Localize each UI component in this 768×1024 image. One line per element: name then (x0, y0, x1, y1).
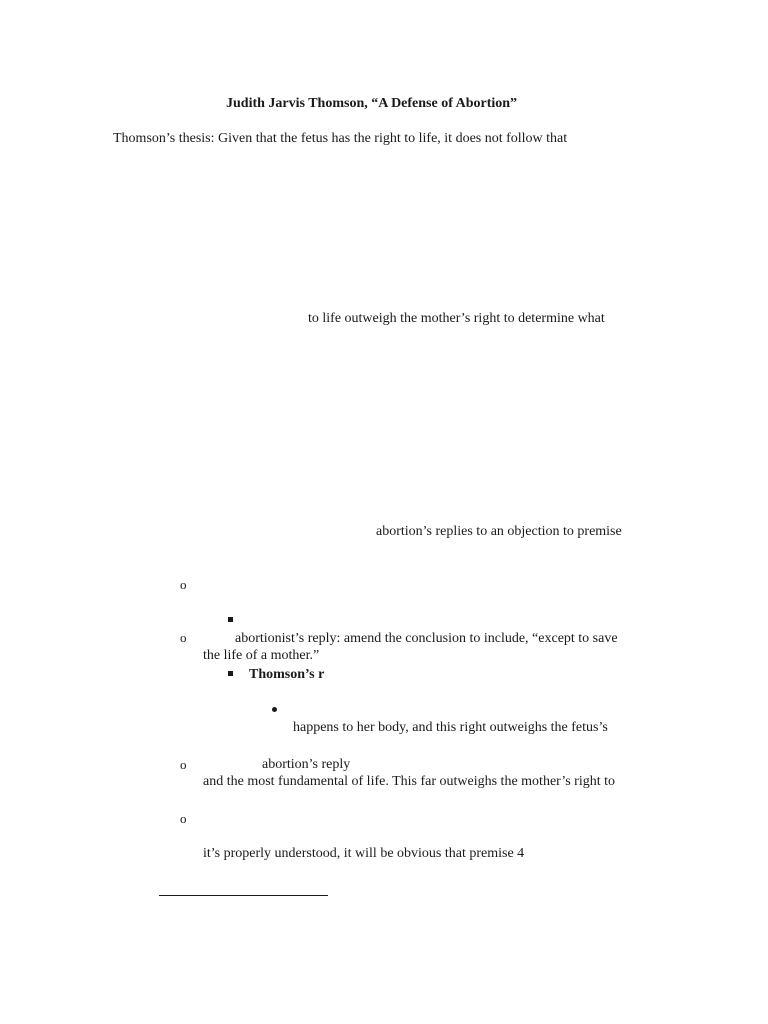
sub-heading: Thomson’s r (249, 667, 325, 682)
text-line-replies: abortion’s replies to an objection to premise (376, 524, 622, 539)
item4-line1: it’s properly understood, it will be obvious that premise 4 (203, 846, 525, 861)
sub-line: happens to her body, and this right outweighs the fetus’s (293, 720, 608, 735)
thesis-line: Thomson’s thesis: Given that the fetus has the right to life, it does not follow that (113, 131, 568, 146)
square-bullet-icon (228, 671, 233, 676)
item2-line2: the life of a mother.” (203, 648, 320, 663)
footnote-separator (159, 895, 328, 896)
list-bullet-hollow-4: o (180, 811, 187, 826)
list-bullet-hollow-2: o (180, 630, 187, 645)
dot-bullet-icon (272, 707, 277, 712)
text-line-outweigh: to life outweigh the mother’s right to determine what (308, 311, 605, 326)
item2-line1: abortionist’s reply: amend the conclusion to include, “except to save (235, 631, 618, 646)
list-bullet-hollow-1: o (180, 577, 187, 592)
list-bullet-hollow-3: o (180, 757, 187, 772)
document-title: Judith Jarvis Thomson, “A Defense of Abortion” (226, 96, 518, 111)
item3-line2: and the most fundamental of life. This far outweighs the mother’s right to (203, 774, 616, 789)
square-bullet-icon (228, 617, 233, 622)
item3-line1: abortion’s reply (262, 757, 351, 772)
